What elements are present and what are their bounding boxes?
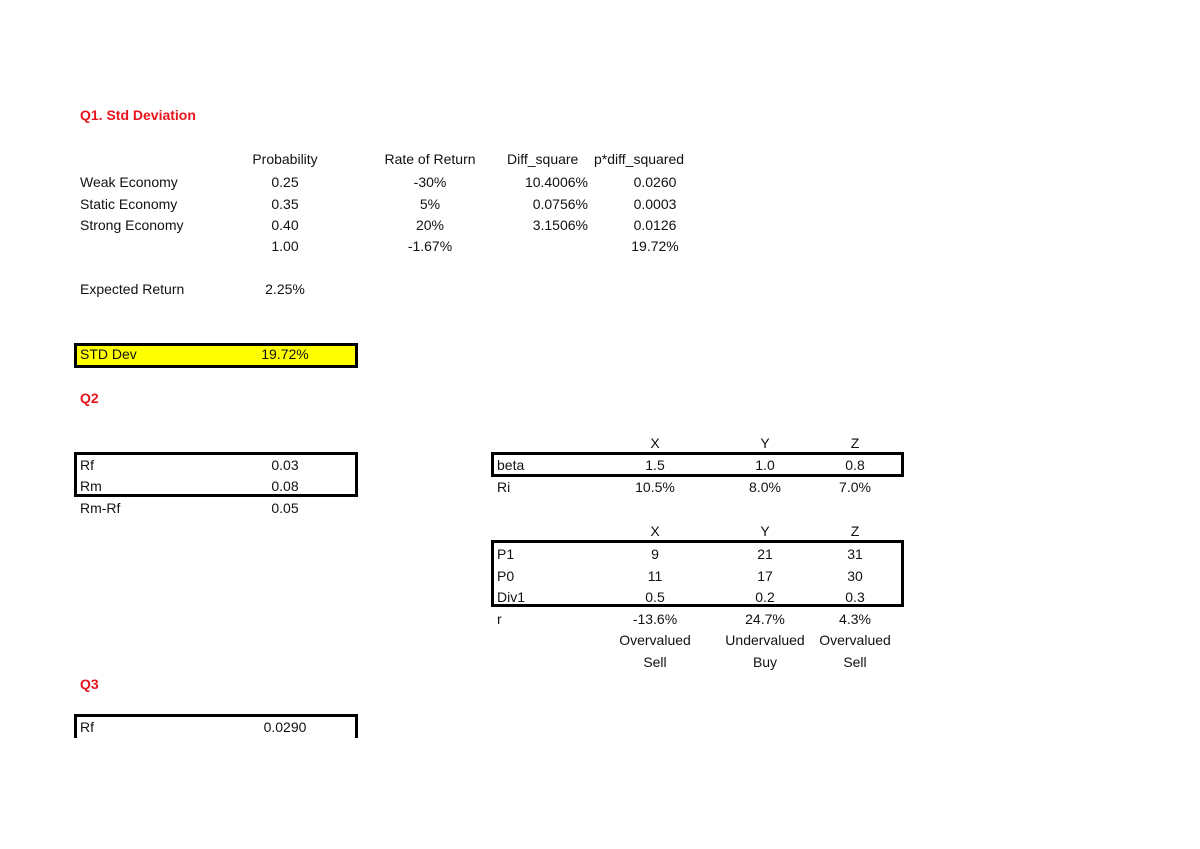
- beta-x: 1.5: [645, 457, 665, 473]
- col-header-x: X: [650, 435, 660, 451]
- expected-return-label: Expected Return: [80, 281, 185, 297]
- q1-row-pdiff: 0.0260: [633, 174, 677, 190]
- q1-row-diff: 10.4006%: [524, 174, 588, 190]
- q2-rf-label: Rf: [80, 457, 94, 473]
- q1-row-probability: 0.35: [271, 196, 299, 212]
- col-header-z: Z: [850, 435, 860, 451]
- r-z: 4.3%: [839, 611, 871, 627]
- ri-y: 8.0%: [749, 479, 781, 495]
- q1-row-label: Static Economy: [80, 196, 178, 212]
- q1-row-probability: 0.40: [271, 217, 299, 233]
- col-header-y: Y: [760, 435, 770, 451]
- action-x: Sell: [643, 654, 667, 670]
- q1-header-p-diff-squared: p*diff_squared: [594, 151, 685, 167]
- q2-heading: Q2: [80, 390, 99, 406]
- q1-row-pdiff: 0.0126: [633, 217, 677, 233]
- q3-rf-value: 0.0290: [263, 719, 307, 735]
- p0-z: 30: [847, 568, 863, 584]
- expected-return-value: 2.25%: [265, 281, 305, 297]
- div1-x: 0.5: [645, 589, 665, 605]
- p0-label: P0: [497, 568, 515, 584]
- q1-header-diff-square: Diff_square: [507, 151, 579, 167]
- std-dev-value: 19.72%: [261, 346, 309, 362]
- p1-label: P1: [497, 546, 515, 562]
- valuation-y: Undervalued: [725, 632, 805, 648]
- p1-z: 31: [847, 546, 863, 562]
- r-x: -13.6%: [632, 611, 678, 627]
- beta-y: 1.0: [755, 457, 775, 473]
- ri-z: 7.0%: [839, 479, 871, 495]
- q2-rm-rf-label: Rm-Rf: [80, 500, 121, 516]
- r-label: r: [497, 611, 502, 627]
- q1-row-return: 20%: [415, 217, 445, 233]
- q2-rm-value: 0.08: [271, 478, 299, 494]
- div1-z: 0.3: [845, 589, 865, 605]
- beta-label: beta: [497, 457, 525, 473]
- q1-total-probability: 1.00: [271, 238, 299, 254]
- col-header-x: X: [650, 523, 660, 539]
- col-header-z: Z: [850, 523, 860, 539]
- p1-x: 9: [651, 546, 659, 562]
- beta-z: 0.8: [845, 457, 865, 473]
- q3-rf-label: Rf: [80, 719, 94, 735]
- q1-row-label: Weak Economy: [80, 174, 178, 190]
- q1-total-pdiff: 19.72%: [631, 238, 679, 254]
- div1-label: Div1: [497, 589, 526, 605]
- q2-rf-value: 0.03: [271, 457, 299, 473]
- q2-rm-label: Rm: [80, 478, 102, 494]
- q1-header-rate-of-return: Rate of Return: [384, 151, 476, 167]
- div1-y: 0.2: [755, 589, 775, 605]
- ri-x: 10.5%: [635, 479, 675, 495]
- p0-x: 11: [647, 568, 663, 584]
- std-dev-label: STD Dev: [80, 346, 137, 362]
- valuation-z: Overvalued: [819, 632, 891, 648]
- action-y: Buy: [752, 654, 778, 670]
- q1-row-probability: 0.25: [271, 174, 299, 190]
- q1-total-return: -1.67%: [407, 238, 453, 254]
- q1-row-pdiff: 0.0003: [633, 196, 677, 212]
- action-z: Sell: [843, 654, 867, 670]
- ri-label: Ri: [497, 479, 511, 495]
- q1-row-return: 5%: [419, 196, 441, 212]
- p1-y: 21: [757, 546, 773, 562]
- valuation-x: Overvalued: [619, 632, 691, 648]
- q1-row-label: Strong Economy: [80, 217, 184, 233]
- q2-rm-rf-value: 0.05: [271, 500, 299, 516]
- q1-row-diff: 3.1506%: [532, 217, 588, 233]
- q1-header-probability: Probability: [252, 151, 318, 167]
- q1-row-diff: 0.0756%: [532, 196, 588, 212]
- q3-heading: Q3: [80, 676, 99, 692]
- q1-heading: Q1. Std Deviation: [80, 107, 196, 123]
- col-header-y: Y: [760, 523, 770, 539]
- r-y: 24.7%: [745, 611, 785, 627]
- p0-y: 17: [757, 568, 773, 584]
- q1-row-return: -30%: [413, 174, 447, 190]
